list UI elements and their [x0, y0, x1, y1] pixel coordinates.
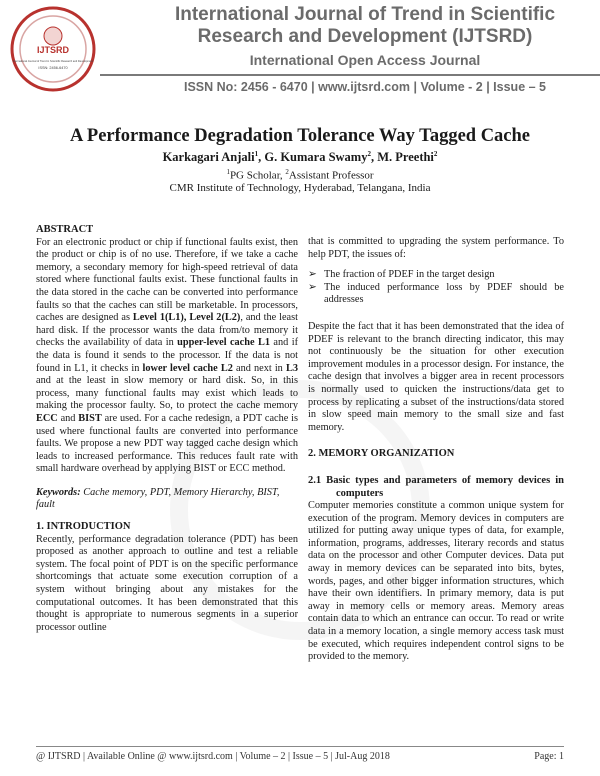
section-2-1-text: Computer memories constitute a common unique system for execution of the program. Memory devices in computers are utilized for putting away unique types of data, for example, information, programs, addresses, literary records and status data on the processor and other Computer devices. Data put away in memory devices can be separated into bits, bytes, words, pages, and other bigger information structures, which have their own identifiers. In primary memory, data is put away in memory cells or memory areas. Memory areas contain data to which an entrance can occur. To read or write data in a memory location, a single memory access task must be executed, which requires independent control signs to be provided to the memory. — [308, 500, 564, 663]
institution: CMR Institute of Technology, Hyderabad, Telangana, India — [169, 182, 431, 194]
abstract-heading: ABSTRACT — [36, 224, 94, 235]
author-3: M. Preethi — [377, 150, 434, 165]
section-2-heading: 2. MEMORY ORGANIZATION — [308, 448, 455, 460]
author-separator: , — [370, 150, 378, 165]
author-1: Karkagari Anjali — [162, 150, 255, 165]
list-item-text: The induced performance loss by PDEF should be addresses — [324, 281, 564, 306]
journal-title-line1: International Journal of Trend in Scientific — [174, 4, 556, 25]
footer-text: @ IJTSRD | Available Online @ www.ijtsrd.com | Volume – 2 | Issue – 5 | Jul-Aug 2018 — [36, 751, 390, 762]
journal-title-line2: Research and Development (IJTSRD) — [197, 26, 533, 47]
left-column — [36, 224, 298, 634]
abstract-seg: and at the least in slow memory or hard disk. So, in this process, many functional faults may exist which leads to making the processor faulty. So, to protect the cache memory — [36, 375, 298, 412]
intro-continuation: that is committed to upgrading the system performance. To help PDT, the issues of: — [308, 236, 564, 260]
logo-acronym: IJTSRD — [36, 45, 70, 55]
logo-issn: ISSN: 2456-6470 — [38, 66, 68, 70]
abstract-text — [36, 237, 298, 476]
abstract-bold: upper-level cache L1 — [177, 337, 270, 349]
abstract-seg: For an electronic product or chip if functional faults exist, then the product or chip is of no use. Therefore, if we take a cache memory, a secondary memory for high-speed retrieval of data stored where functional faults exist. These functional faults in the data stored in the cache can be converted into performance faults so that the caches can still be marketable. In processors, caches are designed as — [36, 236, 298, 324]
abstract-seg: and next in — [232, 362, 286, 374]
author-1-sup: 1 — [254, 150, 259, 158]
paper-authors — [20, 150, 580, 165]
author-roles — [20, 168, 580, 182]
abstract-seg: are used. For a cache redesign, a PDT cache is used where functional faults are converted into performance faults. We propose a new PDT way tagged cache design which leads to increased performance. This reduces fault rate with small hardware overhead by applying BIST or ECC method. — [36, 412, 298, 475]
right-column — [308, 236, 564, 664]
logo-journal-name: International Journal of Trend in Scientific Research and Development — [12, 60, 94, 63]
author-2-sup: 2 — [367, 150, 371, 158]
abstract-bold: L3 — [285, 362, 298, 374]
paper-title: A Performance Degradation Tolerance Way Tagged Cache — [69, 126, 531, 146]
footer-divider — [36, 746, 564, 747]
abstract-bold: lower level cache L2 — [142, 362, 233, 374]
issn-line: ISSN No: 2456 - 6470 | www.ijtsrd.com | Volume - 2 | Issue – 5 — [183, 80, 546, 94]
list-item — [308, 269, 564, 282]
page-footer — [36, 751, 564, 762]
abstract-bold: ECC — [36, 412, 58, 424]
list-item — [308, 282, 564, 307]
author-separator: , — [258, 150, 265, 165]
role-sup-1: 1 — [226, 168, 230, 176]
keywords-text: Cache memory, PDT, Memory Hierarchy, BIST, fault — [36, 486, 280, 511]
author-3-sup: 2 — [433, 150, 438, 158]
intro-heading: 1. INTRODUCTION — [36, 521, 131, 533]
role-1: PG Scholar, — [229, 169, 286, 182]
author-2: G. Kumara Swamy — [264, 150, 368, 165]
issues-list — [308, 269, 564, 307]
list-item-text: The fraction of PDEF in the target design — [324, 269, 495, 281]
arrow-bullet-icon: ➢ — [308, 281, 317, 293]
abstract-seg: and — [57, 412, 79, 424]
arrow-bullet-icon: ➢ — [308, 269, 317, 281]
header-divider — [100, 74, 600, 76]
keywords-label: Keywords: — [36, 486, 81, 498]
journal-logo — [10, 6, 96, 92]
role-2: Assistant Professor — [288, 169, 374, 182]
section-2-1-heading: 2.1 Basic types and parameters of memory devices in computers — [308, 474, 564, 499]
abstract-seg: , and the least hard disk. If the processor wants the data from/to memory it checks the availability of data in — [36, 312, 298, 349]
despite-paragraph: Despite the fact that it has been demonstrated that the idea of PDEF is relevant to the branch directing indicator, this may not continuously be the situation for other execution improvement modules in a processor design. For instance, the cache design that involves a bigger area in recent processors is normally used to quicken the instructions/data get to process by replicating a subset of the instructions/data stored in slow speed main memory to the small size and fast memory. — [308, 320, 564, 433]
open-access-label: International Open Access Journal — [249, 52, 481, 68]
keywords — [36, 487, 298, 512]
journal-header — [0, 0, 600, 100]
role-sup-2: 2 — [285, 168, 289, 176]
intro-text: Recently, performance degradation tolerance (PDT) has been proposed as another approach to outline and test a reliable system. The focal point of PDT is on the specific performance shortcomings that actuate some execution corruption of a system without bringing about any mistakes for the computational outcomes. It has been demonstrated that this thought is appropriate to numerous segments in a superior processor outline — [36, 533, 298, 633]
journal-title — [150, 4, 580, 48]
abstract-seg: and if the data is found it sends to the processor. If the data is not found in L1, it checks in — [36, 337, 298, 374]
page-number: Page: 1 — [534, 751, 564, 762]
abstract-bold: BIST — [78, 412, 102, 424]
abstract-bold: Level 1(L1), Level 2(L2) — [132, 312, 241, 324]
